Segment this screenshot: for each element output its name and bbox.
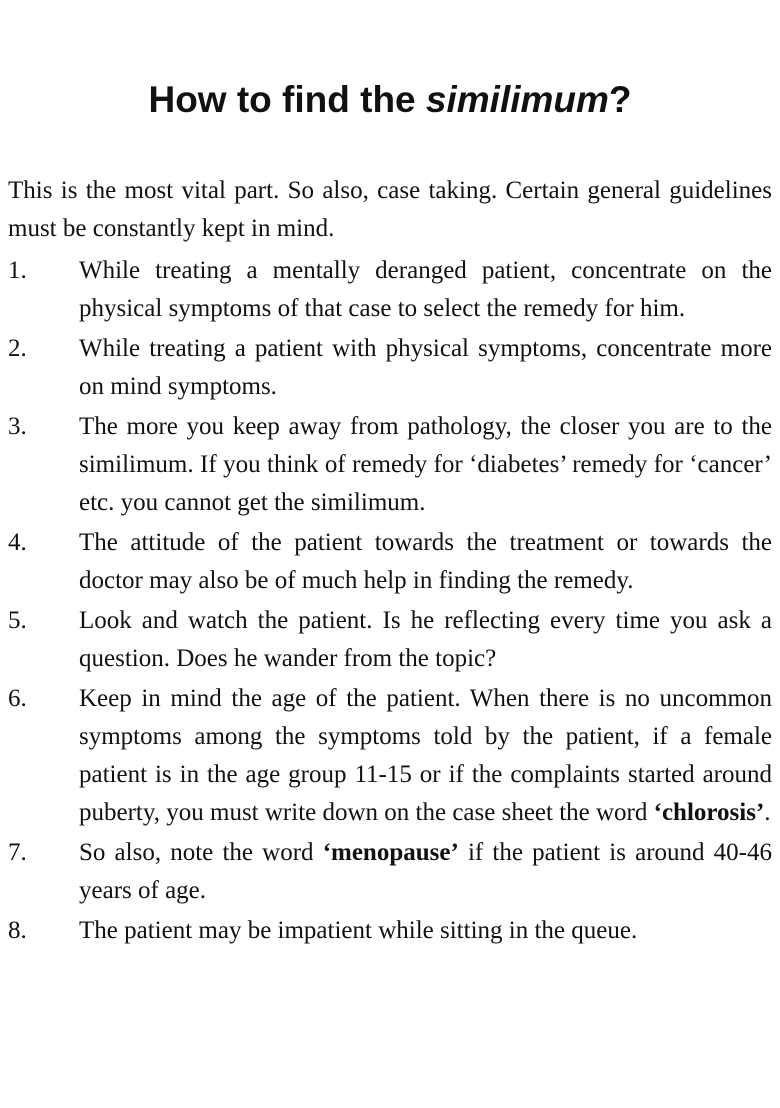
list-item [8, 330, 772, 406]
item-number: 1. [8, 257, 27, 284]
bold-term-chlorosis: ‘chlorosis’ [653, 799, 765, 826]
title-suffix: ? [608, 79, 632, 120]
item-text: The attitude of the patient towards the treatment or towards the doctor may also be of much help in finding the remedy. [79, 529, 772, 594]
item-text-after: . [764, 799, 771, 826]
list-item [8, 408, 772, 522]
item-text-before: Keep in mind the age of the patient. When there is no uncommon symptoms among the symptoms told by the patient, if a female patient is in the age group 11-15 or if the complaints started around puberty, you must write down on the case sheet the word [79, 685, 772, 826]
title-prefix: How to find the [148, 79, 426, 120]
list-item [8, 680, 772, 832]
item-text [79, 839, 772, 904]
item-text-after: if the patient is around 40-46 years of age. [79, 839, 773, 904]
list-item [8, 834, 772, 910]
item-number: 4. [8, 529, 27, 556]
guidelines-list [8, 252, 772, 952]
item-number: 7. [8, 839, 27, 866]
item-number: 6. [8, 685, 27, 712]
intro-paragraph: This is the most vital part. So also, case taking. Certain general guidelines must be constantly kept in mind. [8, 177, 772, 242]
list-item [8, 252, 772, 328]
item-text: The patient may be impatient while sitting in the queue. [79, 917, 638, 944]
item-number: 8. [8, 917, 27, 944]
bold-term-menopause: ‘menopause’ [322, 839, 459, 866]
page-title [0, 76, 780, 124]
list-item [8, 602, 772, 678]
item-text-before: So also, note the word [79, 839, 323, 866]
item-number: 3. [8, 413, 27, 440]
list-item [8, 524, 772, 600]
item-number: 5. [8, 607, 27, 634]
title-emphasis: similimum [425, 79, 609, 120]
item-number: 2. [8, 335, 27, 362]
item-text: While treating a patient with physical symptoms, concentrate more on mind symptoms. [79, 335, 772, 400]
item-text [79, 685, 772, 826]
list-item [8, 912, 772, 950]
item-text: While treating a mentally deranged patient, concentrate on the physical symptoms of that case to select the remedy for him. [79, 257, 772, 322]
item-text: Look and watch the patient. Is he reflecting every time you ask a question. Does he wander from the topic? [79, 607, 772, 672]
item-text: The more you keep away from pathology, the closer you are to the similimum. If you think of remedy for ‘diabetes’ remedy for ‘cancer’ etc. you cannot get the similimum. [79, 413, 772, 516]
